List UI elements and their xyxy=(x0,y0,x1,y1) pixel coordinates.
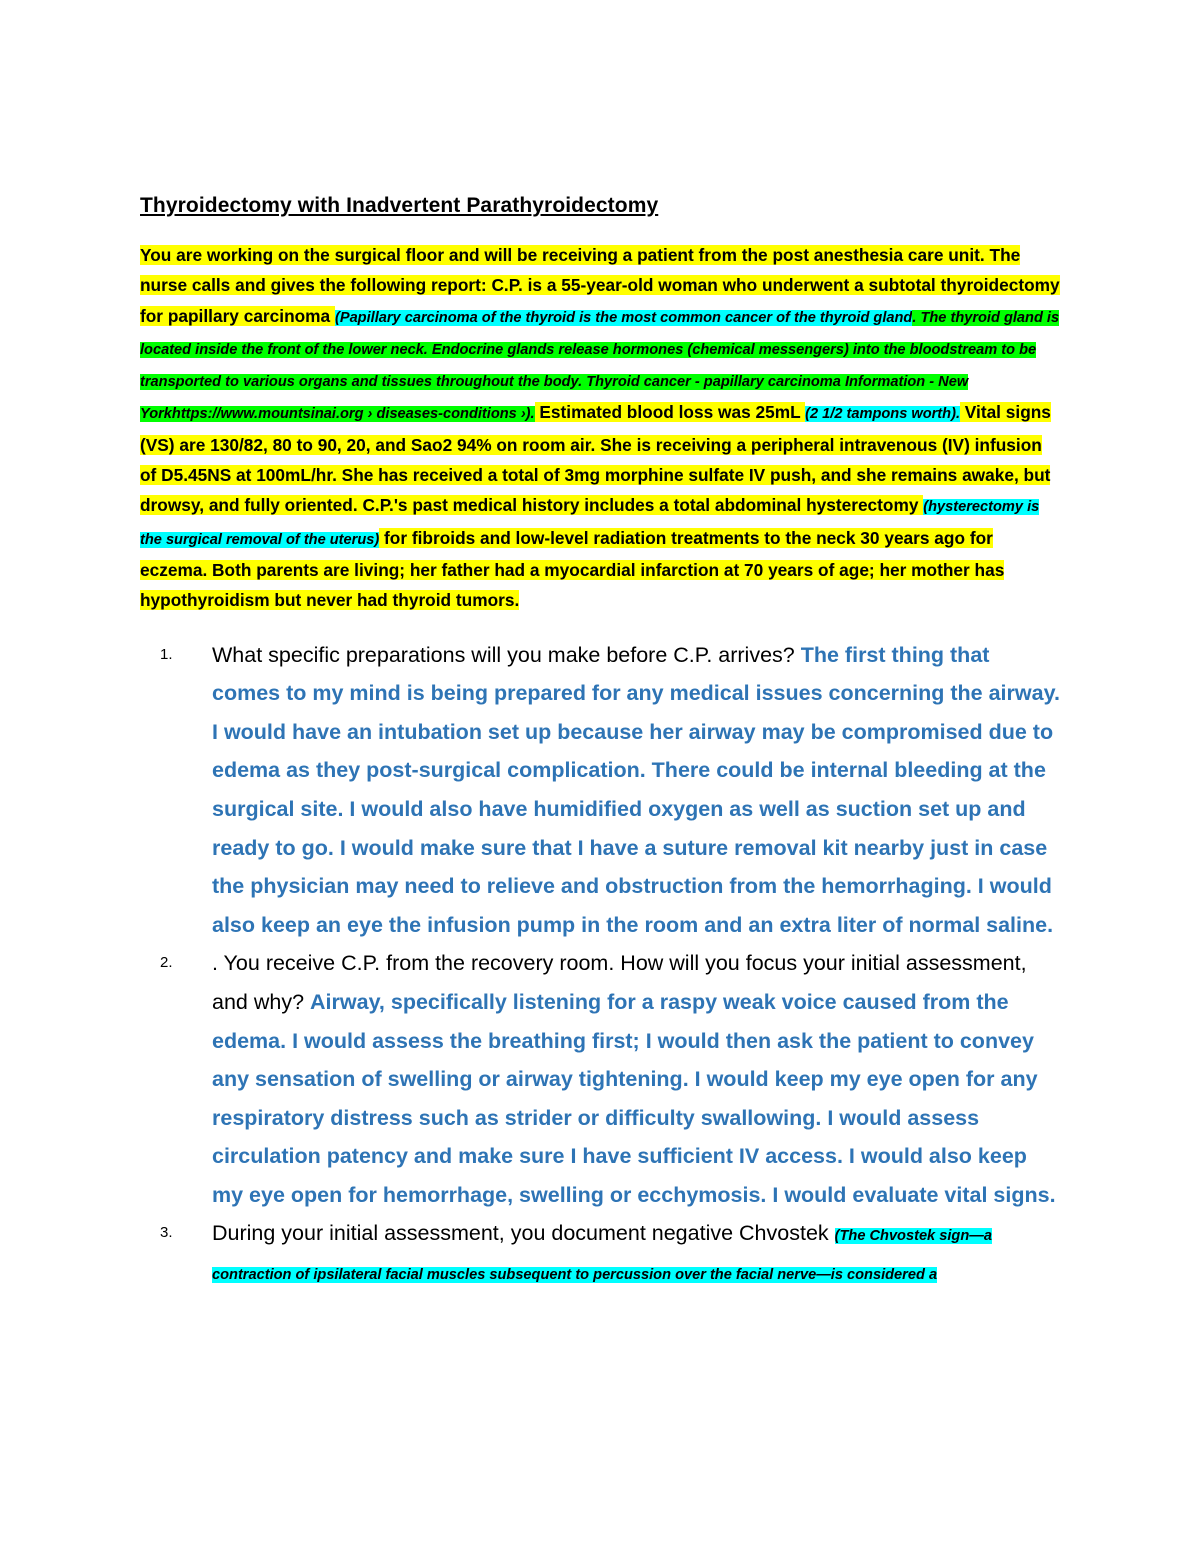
answer-text: Airway, specifically listening for a raspy weak voice caused from the edema. I would assess the breathing first; I would then ask the patient to convey any sensation of swelling or airway tightening. I would keep my eye open for any respiratory distress such as strider or difficulty swallowing. I would assess circulation patency and make sure I have sufficient IV access. I would also keep my eye open for hemorrhage, swelling or ecchymosis. I would evaluate vital signs. xyxy=(212,989,1056,1207)
chvostek-note: (The Chvostek sign—a contraction of ipsilateral facial muscles subsequent to percussion over the facial nerve—is considered a xyxy=(212,1228,992,1284)
question-number: 3. xyxy=(160,1224,173,1242)
question-item-2 xyxy=(140,944,1060,1214)
question-item-1 xyxy=(140,636,1060,945)
answer-text: The first thing that comes to my mind is being prepared for any medical issues concerning the airway. I would have an intubation set up because her airway may be compromised due to edema as they post-surgical complication. There could be internal bleeding at the surgical site. I would also have humidified oxygen as well as suction set up and ready to go. I would make sure that I have a suture removal kit nearby just in case the physician may need to relieve and obstruction from the hemorrhaging. I would also keep an eye the infusion pump in the room and an extra liter of normal saline. xyxy=(212,642,1060,937)
question-number: 2. xyxy=(160,954,173,972)
report-text-1: You are working on the surgical floor and will be receiving a patient from the post anesthesia care unit. The nurse calls and gives the following report: C.P. is a 55-year-old woman who underwent a subtotal thyroidectomy for papillary carcinoma xyxy=(140,245,1060,326)
report-note-hysterectomy: (hysterectomy is the surgical removal of the uterus) xyxy=(140,499,1040,548)
question-text: . You receive C.P. from the recovery room. How will you focus your initial assessment, and why? xyxy=(212,951,1027,1014)
document-title: Thyroidectomy with Inadvertent Parathyroidectomy xyxy=(140,194,659,217)
report-text-2: Estimated blood loss was 25mL xyxy=(534,402,806,423)
document-body xyxy=(140,194,1060,1292)
question-item-3 xyxy=(140,1214,1060,1291)
patient-report xyxy=(140,240,1060,616)
report-note-thyroid-gland: . The thyroid gland is located inside the front of the lower neck. Endocrine glands release hormones (chemical messengers) into the bloodstream to be transported to various organs and tissues throughout the body. Thyroid cancer - papillary carcinoma Information - New Yorkhttps://www.mountsinai.org › diseases-conditions ›). xyxy=(140,309,1060,423)
report-note-papillary: (Papillary carcinoma of the thyroid is the most common cancer of the thyroid gland xyxy=(334,309,913,326)
question-text: What specific preparations will you make before C.P. arrives? xyxy=(212,642,801,667)
report-text-4: for fibroids and low-level radiation treatments to the neck 30 years ago for eczema. Both parents are living; her father had a myocardial infarction at 70 years of age; her mother has hypothyroidism but never had thyroid tumors. xyxy=(140,527,1005,611)
question-list xyxy=(140,636,1060,1292)
report-note-tampons: (2 1/2 tampons worth). xyxy=(805,406,960,423)
report-text-3: Vital signs (VS) are 130/82, 80 to 90, 20, and Sao2 94% on room air. She is receiving a peripheral intravenous (IV) infusion of D5.45NS at 100mL/hr. She has received a total of 3mg morphine sulfate IV push, and she remains awake, but drowsy, and fully oriented. C.P.'s past medical history includes a total abdominal hysterectomy xyxy=(140,402,1051,516)
question-number: 1. xyxy=(160,645,173,663)
question-text: During your initial assessment, you document negative Chvostek xyxy=(212,1221,835,1246)
